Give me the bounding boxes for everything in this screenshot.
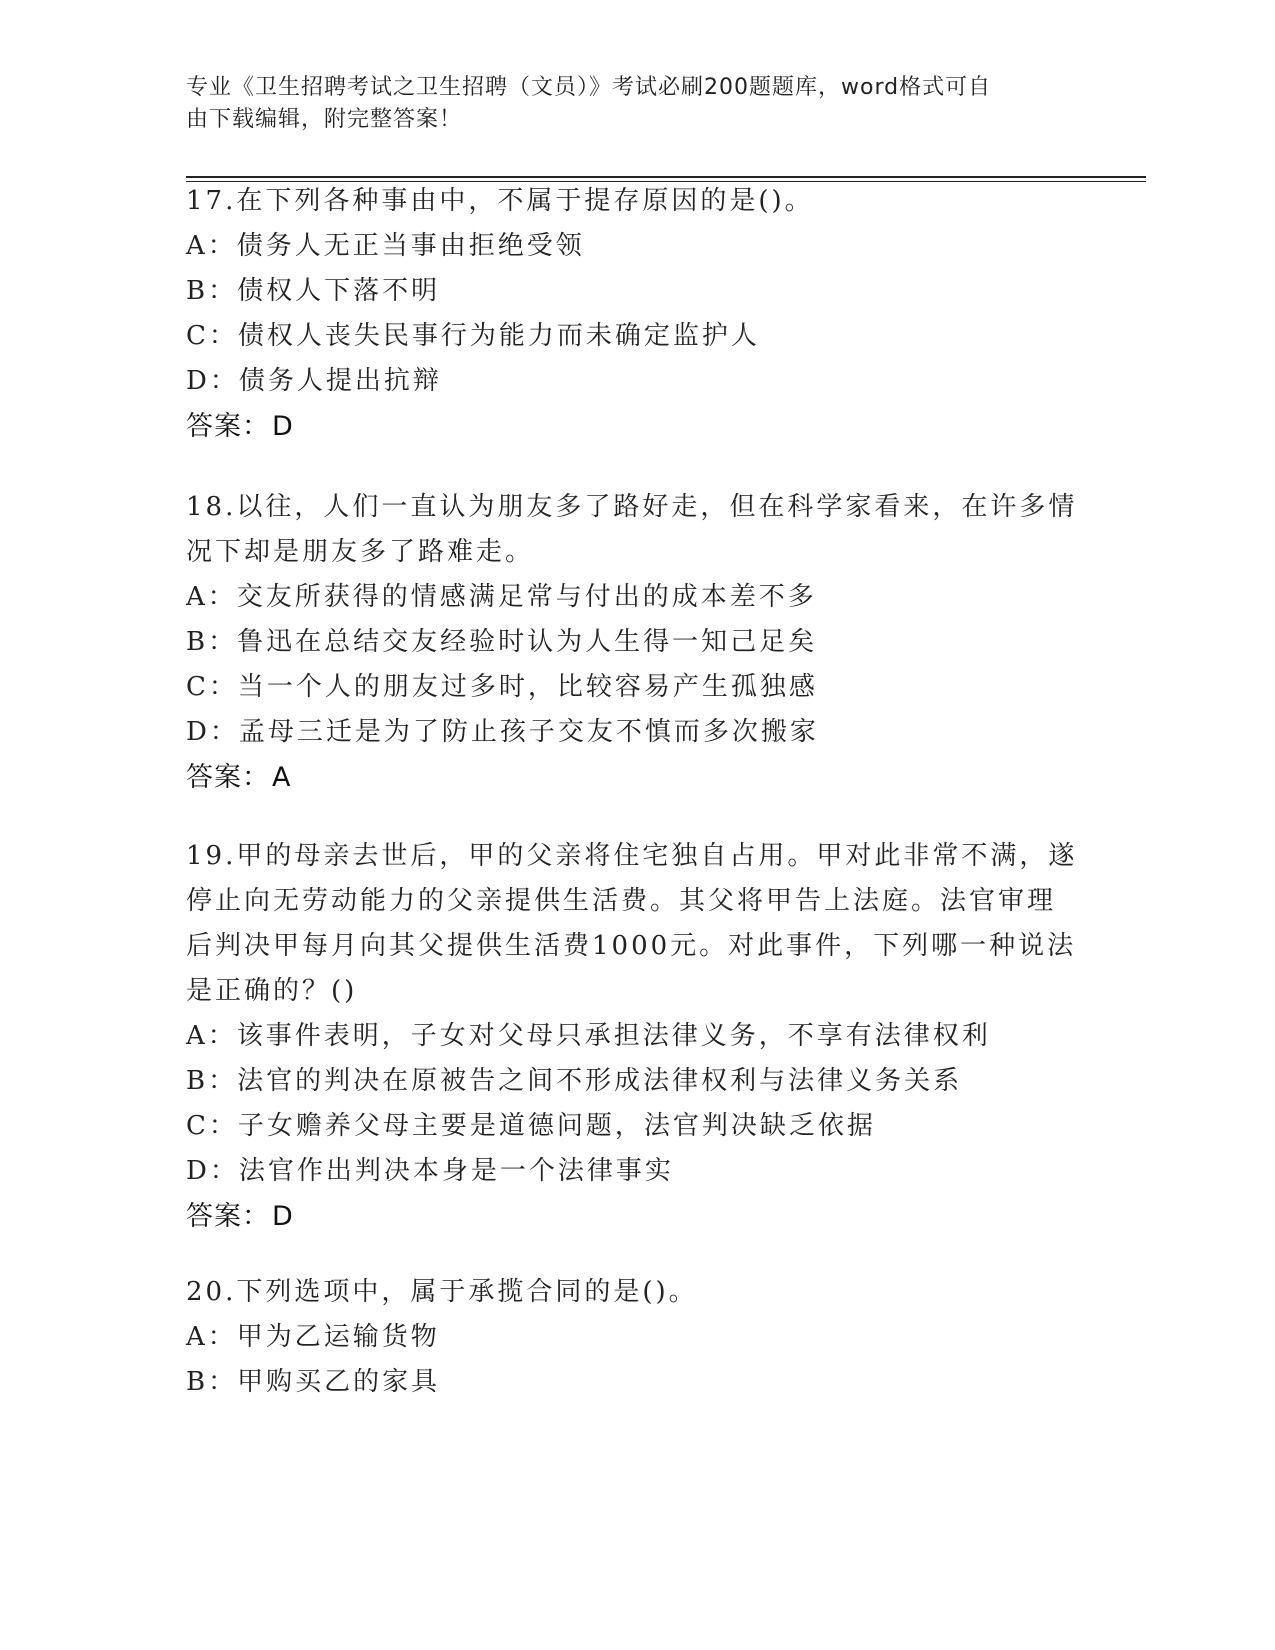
question-stem: 20.下列选项中，属于承揽合同的是()。: [186, 1277, 698, 1307]
header-divider: [186, 176, 1146, 178]
option-b: B：法官的判决在原被告之间不形成法律权利与法律义务关系: [186, 1066, 963, 1096]
option-c: C：当一个人的朋友过多时，比较容易产生孤独感: [186, 672, 818, 702]
option-a: A：交友所获得的情感满足常与付出的成本差不多: [186, 582, 817, 612]
option-a: A：债务人无正当事由拒绝受领: [186, 231, 585, 261]
answer-value: D: [272, 411, 294, 442]
option-d: D：法官作出判决本身是一个法律事实: [186, 1156, 674, 1186]
question-stem: 后判决甲每月向其父提供生活费1000元。对此事件，下列哪一种说法: [186, 931, 1077, 961]
question-18: [186, 485, 1086, 800]
question-stem: 19.甲的母亲去世后，甲的父亲将住宅独自占用。甲对此非常不满，遂: [186, 841, 1078, 871]
question-stem: 停止向无劳动能力的父亲提供生活费。其父将甲告上法庭。法官审理: [186, 886, 1057, 916]
option-d: D：债务人提出抗辩: [186, 366, 442, 396]
header-line: 专业《卫生招聘考试之卫生招聘（文员）》考试必刷200题题库，word格式可自: [186, 75, 992, 100]
answer: [186, 404, 1086, 449]
question-stem: 况下却是朋友多了路难走。: [186, 537, 535, 567]
document-header: [186, 72, 1066, 136]
question-stem: 18.以往，人们一直认为朋友多了路好走，但在科学家看来，在许多情: [186, 492, 1078, 522]
option-b: B：甲购买乙的家具: [186, 1367, 441, 1397]
question-stem: 是正确的？(): [186, 976, 358, 1006]
option-a: A：该事件表明，子女对父母只承担法律义务，不享有法律权利: [186, 1021, 991, 1051]
header-line: 由下载编辑，附完整答案！: [186, 107, 463, 132]
answer-label: 答案：: [186, 762, 270, 793]
question-stem: 17.在下列各种事由中，不属于提存原因的是()。: [186, 186, 814, 216]
answer-label: 答案：: [186, 411, 270, 442]
answer: [186, 755, 1086, 800]
answer-label: 答案：: [186, 1201, 270, 1232]
answer: [186, 1194, 1086, 1239]
question-17: [186, 179, 1086, 449]
answer-value: A: [272, 762, 292, 793]
option-c: C：债权人丧失民事行为能力而未确定监护人: [186, 321, 760, 351]
option-b: B：债权人下落不明: [186, 276, 441, 306]
option-d: D：孟母三迁是为了防止孩子交友不慎而多次搬家: [186, 717, 819, 747]
option-a: A：甲为乙运输货物: [186, 1322, 440, 1352]
question-20: [186, 1270, 1086, 1405]
question-19: [186, 834, 1086, 1239]
option-c: C：子女赡养父母主要是道德问题，法官判决缺乏依据: [186, 1111, 876, 1141]
answer-value: D: [272, 1201, 294, 1232]
option-b: B：鲁迅在总结交友经验时认为人生得一知己足矣: [186, 627, 818, 657]
